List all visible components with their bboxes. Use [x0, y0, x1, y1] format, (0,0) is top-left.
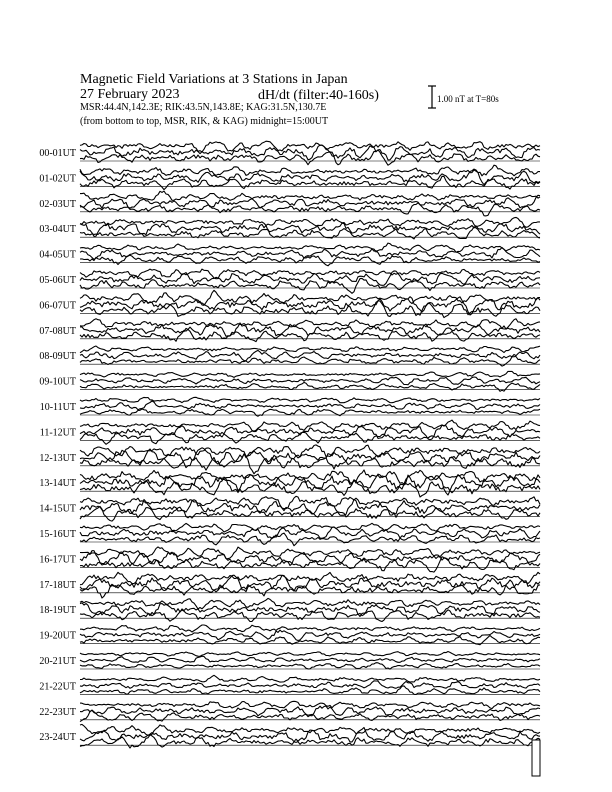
hour-label: 17-18UT: [39, 579, 76, 591]
hour-label: 21-22UT: [39, 681, 76, 693]
trace-msr: [80, 278, 540, 293]
hour-label: 08-09UT: [39, 351, 76, 363]
trace-rik: [80, 377, 540, 385]
trace-msr: [80, 357, 540, 367]
trace-kag: [80, 397, 540, 402]
hour-label: 19-20UT: [39, 630, 76, 642]
hour-label: 20-21UT: [39, 656, 76, 667]
hour-label: 15-16UT: [39, 529, 76, 540]
trace-kag: [80, 290, 540, 305]
trace-order-note: (from bottom to top, MSR, RIK, & KAG) midnight=15:00UT: [80, 116, 329, 127]
hour-label: 09-10UT: [39, 376, 76, 388]
hour-label: 14-15UT: [39, 503, 76, 515]
hour-label: 07-08UT: [39, 325, 76, 337]
trace-msr: [80, 477, 540, 497]
hour-label: 11-12UT: [39, 427, 76, 439]
trace-kag: [80, 371, 540, 377]
trace-msr: [80, 663, 540, 669]
trace-kag: [80, 547, 540, 559]
trace-kag: [80, 675, 540, 682]
trace-rik: [80, 527, 540, 539]
trace-msr: [80, 301, 540, 318]
trace-kag: [80, 523, 540, 532]
trace-msr: [80, 506, 540, 521]
trace-kag: [80, 191, 540, 200]
hour-label: 06-07UT: [39, 300, 76, 312]
trace-kag: [80, 652, 540, 657]
trace-msr: [80, 533, 540, 546]
hour-label: 18-19UT: [39, 605, 76, 617]
hour-label: 02-03UT: [39, 198, 76, 210]
trace-kag: [80, 243, 540, 252]
trace-msr: [80, 432, 540, 444]
trace-msr: [80, 580, 540, 598]
trace-kag: [80, 496, 540, 508]
trace-rik: [80, 350, 540, 360]
scale-bar-label: 1.00 nT at T=80s: [437, 94, 499, 104]
hour-label: 00-01UT: [39, 148, 76, 159]
hour-label: 13-14UT: [39, 478, 76, 490]
trace-kag: [80, 598, 540, 609]
hour-label: 16-17UT: [39, 554, 76, 566]
trace-rik: [80, 681, 540, 689]
trace-rik: [80, 630, 540, 640]
hour-label: 05-06UT: [39, 275, 76, 286]
trace-kag: [80, 141, 540, 152]
trace-rik: [80, 195, 540, 208]
trace-kag: [80, 625, 540, 632]
trace-rik: [80, 656, 540, 662]
chart-date: 27 February 2023: [80, 87, 180, 102]
trace-kag: [80, 701, 540, 708]
end-marker: [532, 740, 540, 776]
hour-label: 22-23UT: [39, 706, 76, 718]
chart-title: Magnetic Field Variations at 3 Stations in Japan: [80, 72, 348, 87]
trace-kag: [80, 165, 540, 176]
hour-label: 01-02UT: [39, 173, 76, 185]
trace-msr: [80, 454, 540, 474]
trace-rik: [80, 706, 540, 717]
trace-group: [80, 141, 540, 748]
hour-label: 10-11UT: [39, 402, 76, 413]
trace-msr: [80, 382, 540, 391]
scale-bar: [428, 86, 436, 108]
station-coordinates: MSR:44.4N,142.3E; RIK:43.5N,143.8E; KAG:31.5N,130.7E: [80, 102, 327, 113]
trace-msr: [80, 735, 540, 748]
hour-label: 04-05UT: [39, 249, 76, 261]
hour-label: 03-04UT: [39, 224, 76, 236]
trace-kag: [80, 346, 540, 353]
hour-label: 23-24UT: [39, 732, 76, 744]
trace-kag: [80, 319, 540, 329]
chart-data-type: dH/dt (filter:40-160s): [258, 88, 379, 103]
hour-label-group: [39, 148, 76, 743]
trace-msr: [80, 557, 540, 572]
hour-label: 12-13UT: [39, 452, 76, 464]
